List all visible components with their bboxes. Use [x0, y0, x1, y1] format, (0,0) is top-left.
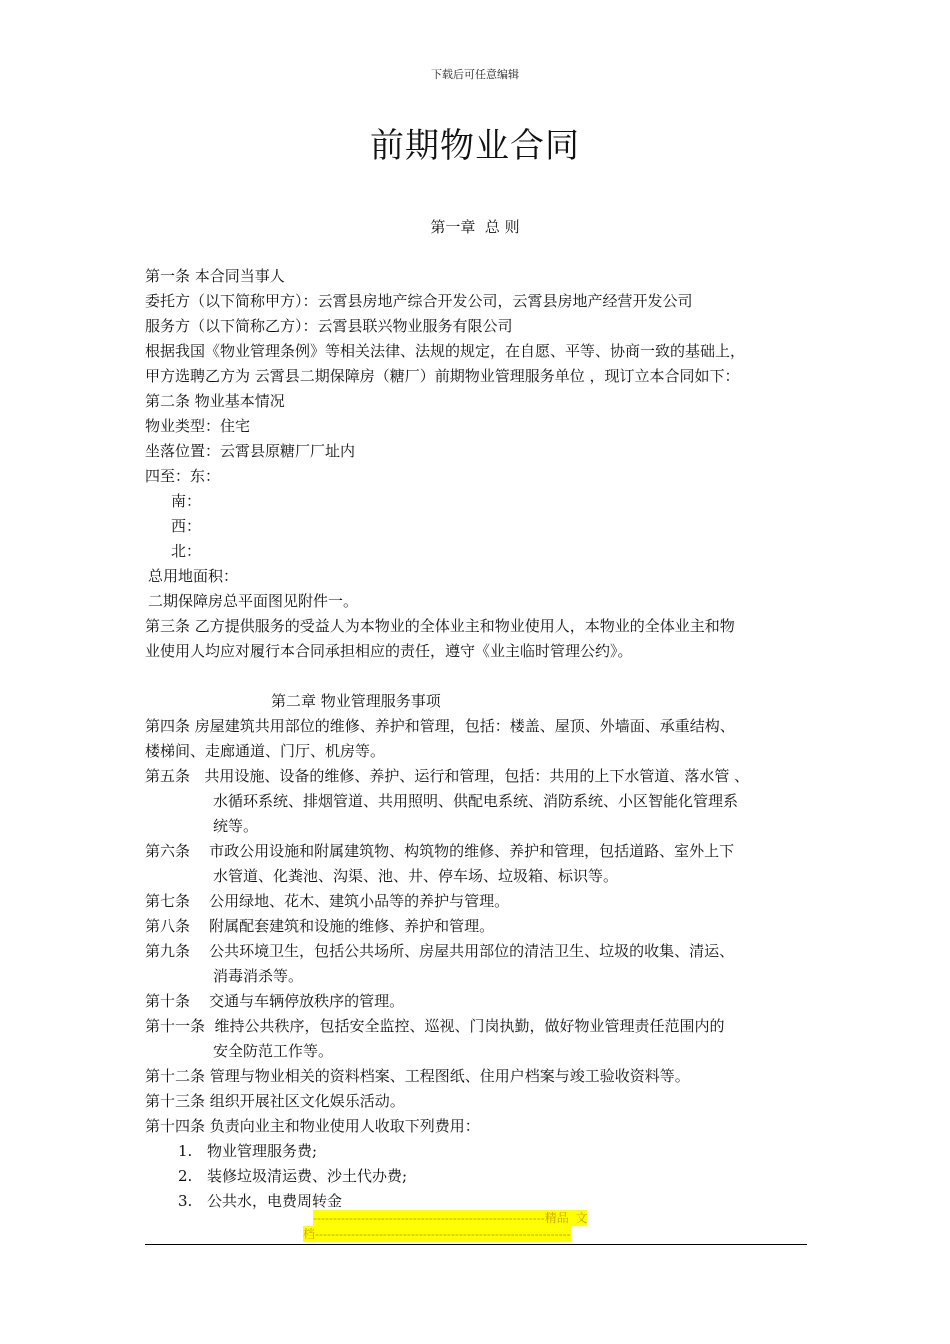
article-5-label: 第五条 [145, 767, 205, 785]
article-1-heading: 第一条 本合同当事人 [145, 267, 285, 285]
fee-item-text: 装修垃圾清运费、沙土代办费; [207, 1167, 408, 1185]
article-11-label: 第十一条 [145, 1017, 215, 1035]
article-8-line-1: 附属配套建筑和设施的维修、养护和管理。 [209, 917, 495, 935]
fee-item-text: 公共水，电费周转金 [207, 1192, 343, 1210]
fee-item-2 [145, 1164, 810, 1189]
article-3-line-1: 第三条 乙方提供服务的受益人为本物业的全体业主和物业使用人，本物业的全体业主和物 [145, 617, 735, 635]
article-4-line-1: 第四条 房屋建筑共用部位的维修、养护和管理，包括：楼盖、屋顶、外墙面、承重结构、 [145, 717, 735, 735]
site-plan-note: 二期保障房总平面图见附件一。 [148, 592, 359, 610]
fee-item-number: 1. [178, 1142, 193, 1160]
article-5-line-2: 水循环系统、排烟管道、共用照明、供配电系统、消防系统、小区智能化管理系 [213, 792, 739, 810]
document-title: 前期物业合同 [370, 126, 580, 166]
article-9 [145, 939, 810, 964]
bounds-south: 南： [171, 492, 202, 510]
property-type: 物业类型：住宅 [145, 417, 251, 435]
article-8-label: 第八条 [145, 917, 210, 935]
article-9-line-1: 公共环境卫生，包括公共场所、房屋共用部位的清洁卫生、垃圾的收集、清运、 [209, 942, 735, 960]
page-header-note: 下载后可任意编辑 [431, 68, 519, 81]
article-4-line-2: 楼梯间、走廊通道、门厅、机房等。 [145, 742, 386, 760]
article-6-label: 第六条 [145, 842, 210, 860]
footer-divider [145, 1244, 807, 1245]
fee-item-number: 3. [178, 1192, 193, 1210]
total-land-area: 总用地面积： [148, 567, 239, 585]
article-11 [145, 1014, 810, 1039]
article-10-label: 第十条 [145, 992, 210, 1010]
article-6 [145, 839, 810, 864]
article-11-line-2: 安全防范工作等。 [213, 1042, 334, 1060]
basis-line-1: 根据我国《物业管理条例》等相关法律、法规的规定，在自愿、平等、协商一致的基础上， [145, 342, 746, 360]
fee-item-number: 2. [178, 1167, 193, 1185]
article-2-heading: 第二条 物业基本情况 [145, 392, 285, 410]
article-7-line-1: 公用绿地、花木、建筑小品等的养护与管理。 [209, 892, 510, 910]
bounds-west: 西： [171, 517, 202, 535]
spacer [145, 664, 810, 689]
article-9-label: 第九条 [145, 942, 210, 960]
article-9-line-2: 消毒消杀等。 [213, 967, 304, 985]
article-5 [145, 764, 810, 789]
bounds-east: 四至：东： [145, 467, 221, 485]
article-3-line-2: 业使用人均应对履行本合同承担相应的责任，遵守《业主临时管理公约》。 [145, 642, 633, 660]
bounds-north: 北： [171, 542, 202, 560]
article-6-line-2: 水管道、化粪池、沟渠、池、井、停车场、垃圾箱、标识等。 [213, 867, 619, 885]
property-location: 坐落位置：云霄县原糖厂厂址内 [145, 442, 356, 460]
article-10 [145, 989, 810, 1014]
article-5-line-1: 共用设施、设备的维修、养护、运行和管理，包括：共用的上下水管道、落水管 、 [204, 767, 750, 785]
article-13: 第十三条 组织开展社区文化娱乐活动。 [145, 1092, 405, 1110]
fee-item-text: 物业管理服务费; [207, 1142, 318, 1160]
article-11-line-1: 维持公共秩序，包括安全监控、巡视、门岗执勤，做好物业管理责任范围内的 [214, 1017, 725, 1035]
footer-watermark-line-2: 档---------------------------------------------------------------- [303, 1227, 571, 1241]
chapter-1-heading: 第一章 总 则 [430, 218, 520, 236]
article-8 [145, 914, 810, 939]
article-5-line-3: 统等。 [213, 817, 259, 835]
chapter-2-heading: 第二章 物业管理服务事项 [271, 692, 441, 710]
article-7 [145, 889, 810, 914]
article-6-line-1: 市政公用设施和附属建筑物、构筑物的维修、养护和管理，包括道路、室外上下 [209, 842, 735, 860]
article-12: 第十二条 管理与物业相关的资料档案、工程图纸、住用户档案与竣工验收资料等。 [145, 1067, 690, 1085]
party-a-line: 委托方（以下简称甲方）：云霄县房地产综合开发公司，云霄县房地产经营开发公司 [145, 292, 693, 310]
basis-line-2: 甲方选聘乙方为 云霄县二期保障房（糖厂）前期物业管理服务单位 ，现订立本合同如下： [145, 367, 740, 385]
article-7-label: 第七条 [145, 892, 210, 910]
article-14: 第十四条 负责向业主和物业使用人收取下列费用： [145, 1117, 480, 1135]
contract-body [145, 264, 810, 1214]
footer-watermark-line-1: ----------------------------------------------------------精品 文 [313, 1211, 588, 1225]
article-10-line-1: 交通与车辆停放秩序的管理。 [209, 992, 405, 1010]
party-b-line: 服务方（以下简称乙方）：云霄县联兴物业服务有限公司 [145, 317, 513, 335]
fee-item-1 [145, 1139, 810, 1164]
